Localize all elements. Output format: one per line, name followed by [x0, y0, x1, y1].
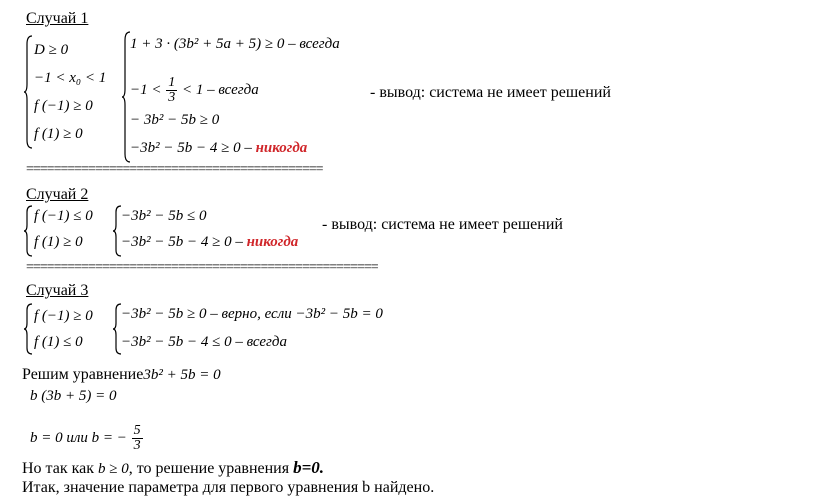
fraction-denominator: 3: [168, 90, 176, 105]
factored-equation: b (3b + 5) = 0: [30, 388, 117, 404]
case3-cond-f1: f (1) ≤ 0: [34, 334, 83, 350]
case1-cond-x0: −1 < x₀ < 1: [34, 70, 107, 86]
case2-cond-f1: f (1) ≥ 0: [34, 234, 83, 250]
case1-right-row3: − 3b² − 5b ≥ 0: [130, 112, 220, 128]
final-line: Итак, значение параметра для первого уравнения b найдено.: [22, 479, 435, 496]
case1-row2-post: < 1 – всегда: [182, 81, 259, 98]
but-line: [22, 458, 324, 478]
case2-left-brace: [24, 206, 34, 256]
solve-line: [22, 366, 221, 384]
solve-text: Решим уравнение: [22, 366, 144, 383]
case1-cond-f1: f (1) ≥ 0: [34, 126, 83, 142]
case2-heading: Случай 2: [26, 186, 89, 203]
case2-conclusion: - вывод: система не имеет решений: [322, 216, 563, 233]
but-text2: , то решение уравнения: [128, 460, 290, 477]
case1-right-row2: [130, 76, 259, 105]
case1-row2-fraction: [166, 76, 177, 105]
fraction-numerator: 1: [168, 75, 176, 90]
roots-fraction: [132, 424, 143, 453]
case1-right-row4: [130, 140, 307, 157]
case1-row4-expr: −3b² − 5b − 4 ≥ 0 –: [130, 140, 252, 156]
case1-heading: Случай 1: [26, 10, 89, 27]
case2-row2-expr: −3b² − 5b − 4 ≥ 0 –: [121, 234, 243, 250]
case2-never-label: никогда: [246, 234, 299, 250]
separator-2: ===================================================: [26, 260, 378, 275]
but-text: Но так как: [22, 460, 95, 477]
case1-cond-d: D ≥ 0: [34, 42, 69, 58]
case1-cond-fm1: f (−1) ≥ 0: [34, 98, 93, 114]
case1-left-brace: [24, 36, 34, 148]
fraction-denominator: 3: [133, 438, 141, 453]
case2-right-row1: −3b² − 5b ≤ 0: [121, 208, 207, 224]
case3-right-row2: −3b² − 5b − 4 ≤ 0 – всегда: [121, 334, 287, 350]
roots-text: b = 0 или b = −: [30, 429, 127, 446]
case2-right-row2: [121, 234, 298, 251]
case3-right-row1: −3b² − 5b ≥ 0 – верно, если −3b² − 5b = 0: [121, 306, 383, 322]
answer-value: b=0.: [293, 458, 325, 477]
solve-equation: 3b² + 5b = 0: [143, 367, 221, 383]
case1-row2-pre: −1 <: [130, 81, 162, 98]
case3-heading: Случай 3: [26, 282, 89, 299]
case1-conclusion: - вывод: система не имеет решений: [370, 84, 611, 101]
roots-line: [30, 424, 144, 453]
case3-left-brace: [24, 304, 34, 354]
fraction-numerator: 5: [133, 423, 141, 438]
but-condition: b ≥ 0: [98, 461, 129, 477]
separator-1: ===========================================: [26, 162, 323, 177]
case3-cond-fm1: f (−1) ≥ 0: [34, 308, 93, 324]
case1-right-row1: 1 + 3 · (3b² + 5a + 5) ≥ 0 – всегда: [130, 36, 340, 52]
case1-never-label: никогда: [255, 140, 308, 156]
case2-cond-fm1: f (−1) ≤ 0: [34, 208, 93, 224]
